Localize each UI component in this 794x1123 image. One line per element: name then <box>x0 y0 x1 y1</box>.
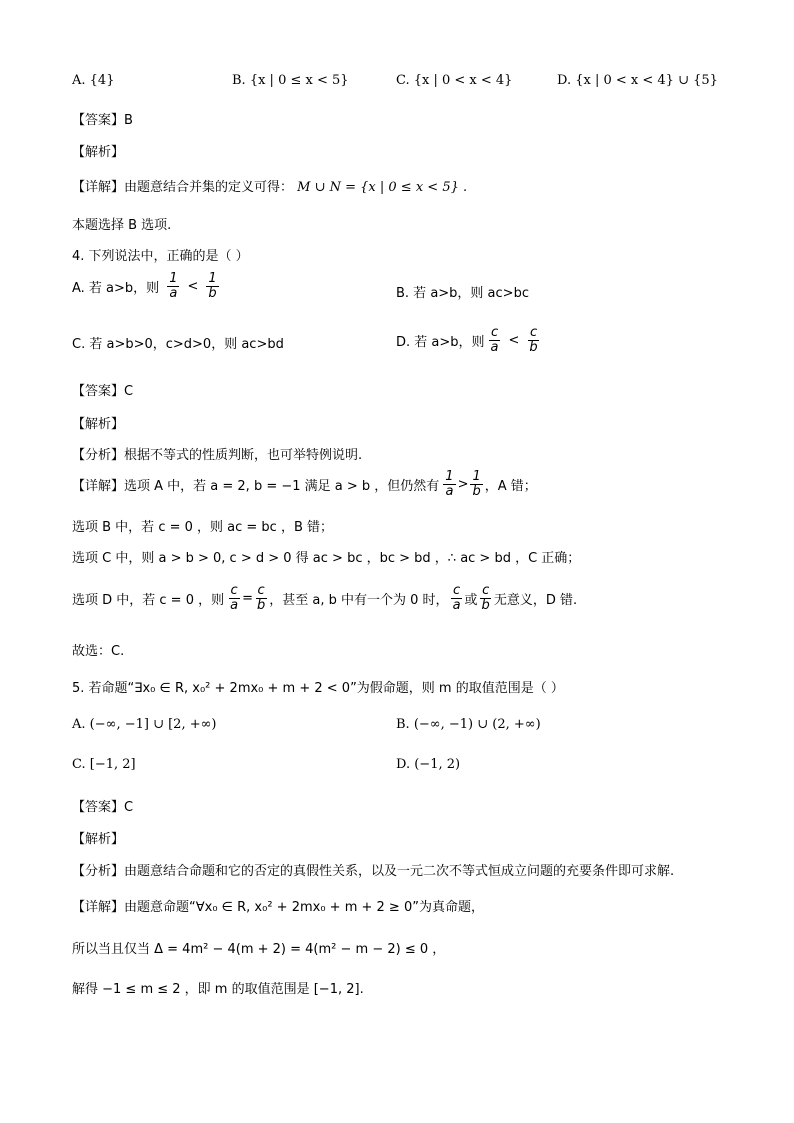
q5-detail-3: 解得 −1 ≤ m ≤ 2 ，即 m 的取值范围是 [−1, 2]. <box>72 982 364 997</box>
q5-option-d: D. (−1, 2) <box>396 757 461 772</box>
q5-stem: 5. 若命题“∃x₀ ∈ R, x₀² + 2mx₀ + m + 2 < 0”为假命题，则 m 的取值范围是（ ） <box>72 681 564 696</box>
q5-detail-2: 所以当且仅当 Δ = 4m² − 4(m + 2) = 4(m² − m − 2) ≤ 0 ， <box>72 942 446 957</box>
q4-option-d: D. 若 a>b，则 $\frac{c}{a}$ < $\frac{c}{b}$ <box>396 325 538 355</box>
q3-answer: 【答案】B <box>72 113 133 128</box>
q3-analysis-heading: 【解析】 <box>72 145 125 160</box>
q5-detail-1: 【详解】由题意命题“∀x₀ ∈ R, x₀² + 2mx₀ + m + 2 ≥ 0”为真命题， <box>72 900 484 915</box>
q4-option-d-label: D. 若 a>b，则 <box>396 334 485 350</box>
q4-detail-a-frac-right: $\frac{1}{b}$ <box>472 469 481 499</box>
q5-analysis-heading: 【解析】 <box>72 832 125 847</box>
q4-detail-a: 【详解】选项 A 中，若 a = 2, b = −1 满足 a > b ，但仍然有 $\frac{1}{a}$ > $\frac{1}{b}$ ，A 错； <box>72 469 537 499</box>
q4-detail-d-text2: ，甚至 a, b 中有一个为 0 时， <box>269 592 449 608</box>
q4-detail-d-frac-1: $\frac{c}{a}$ <box>230 583 239 613</box>
q3-option-c: C. {x | 0 < x < 4} <box>396 73 513 88</box>
q4-option-c: C. 若 a>b>0，c>d>0，则 ac>bd <box>72 337 284 352</box>
q4-option-a-frac-left: $\frac{1}{a}$ <box>169 271 178 301</box>
q5-option-a: A. (−∞, −1] ∪ [2, +∞) <box>72 717 217 732</box>
q4-detail-a-tail: ，A 错； <box>484 478 537 494</box>
q5-answer: 【答案】C <box>72 800 134 815</box>
q4-fenxi: 【分析】根据不等式的性质判断，也可举特例说明. <box>72 448 363 463</box>
q3-option-a: A. {4} <box>72 73 115 88</box>
q4-detail-c: 选项 C 中，则 a > b > 0, c > d > 0 得 ac > bc ，bc > bd ，∴ ac > bd ，C 正确； <box>72 551 581 566</box>
q4-detail-d-text4: 无意义，D 错. <box>493 592 578 608</box>
q4-option-a-label: A. 若 a>b，则 <box>72 280 160 296</box>
q3-option-b: B. {x | 0 ≤ x < 5} <box>232 73 349 88</box>
q4-option-d-frac-right: $\frac{c}{b}$ <box>529 325 538 355</box>
q4-conclusion: 故选：C. <box>72 644 125 659</box>
q4-option-b: B. 若 a>b，则 ac>bc <box>396 286 529 301</box>
q4-detail-d: 选项 D 中，若 c = 0 ，则 $\frac{c}{a}$ = $\frac{c}{b}$ ，甚至 a, b 中有一个为 0 时， $\frac{c}{a}$ 或 $\frac{c}{b}$ 无意义，D 错. <box>72 583 578 613</box>
q4-detail-d-frac-4: $\frac{c}{b}$ <box>481 583 490 613</box>
q4-detail-d-text3: 或 <box>464 592 478 608</box>
q4-option-a-frac-right: $\frac{1}{b}$ <box>208 271 217 301</box>
q4-detail-b: 选项 B 中，若 c = 0 ，则 ac = bc ，B 错； <box>72 520 334 535</box>
q3-option-d: D. {x | 0 < x < 4} ∪ {5} <box>557 73 718 88</box>
q4-detail-a-frac-left: $\frac{1}{a}$ <box>445 469 454 499</box>
q4-detail-d-frac-3: $\frac{c}{a}$ <box>452 583 461 613</box>
q5-option-b: B. (−∞, −1) ∪ (2, +∞) <box>396 717 541 732</box>
q4-stem: 4. 下列说法中，正确的是（ ） <box>72 249 249 264</box>
q3-conclusion: 本题选择 B 选项. <box>72 218 172 233</box>
q4-detail-a-text: 【详解】选项 A 中，若 a = 2, b = −1 满足 a > b ，但仍然有 <box>72 478 440 494</box>
q3-detail <box>72 176 467 195</box>
q5-fenxi: 【分析】由题意结合命题和它的否定的真假性关系，以及一元二次不等式恒成立问题的充要条件即可求解. <box>72 864 675 879</box>
q3-detail-math: M ∪ N = {x | 0 ≤ x < 5} . <box>297 180 468 195</box>
q4-detail-d-text1: 选项 D 中，若 c = 0 ，则 <box>72 592 225 608</box>
q4-option-a: A. 若 a>b，则 $\frac{1}{a}$ < $\frac{1}{b}$ <box>72 271 217 301</box>
q4-option-d-frac-left: $\frac{c}{a}$ <box>490 325 499 355</box>
q4-detail-d-frac-2: $\frac{c}{b}$ <box>257 583 266 613</box>
q4-analysis-heading: 【解析】 <box>72 417 125 432</box>
q5-option-c: C. [−1, 2] <box>72 757 136 772</box>
q3-detail-label: 【详解】由题意结合并集的定义可得： <box>72 180 294 195</box>
q4-answer: 【答案】C <box>72 384 134 399</box>
